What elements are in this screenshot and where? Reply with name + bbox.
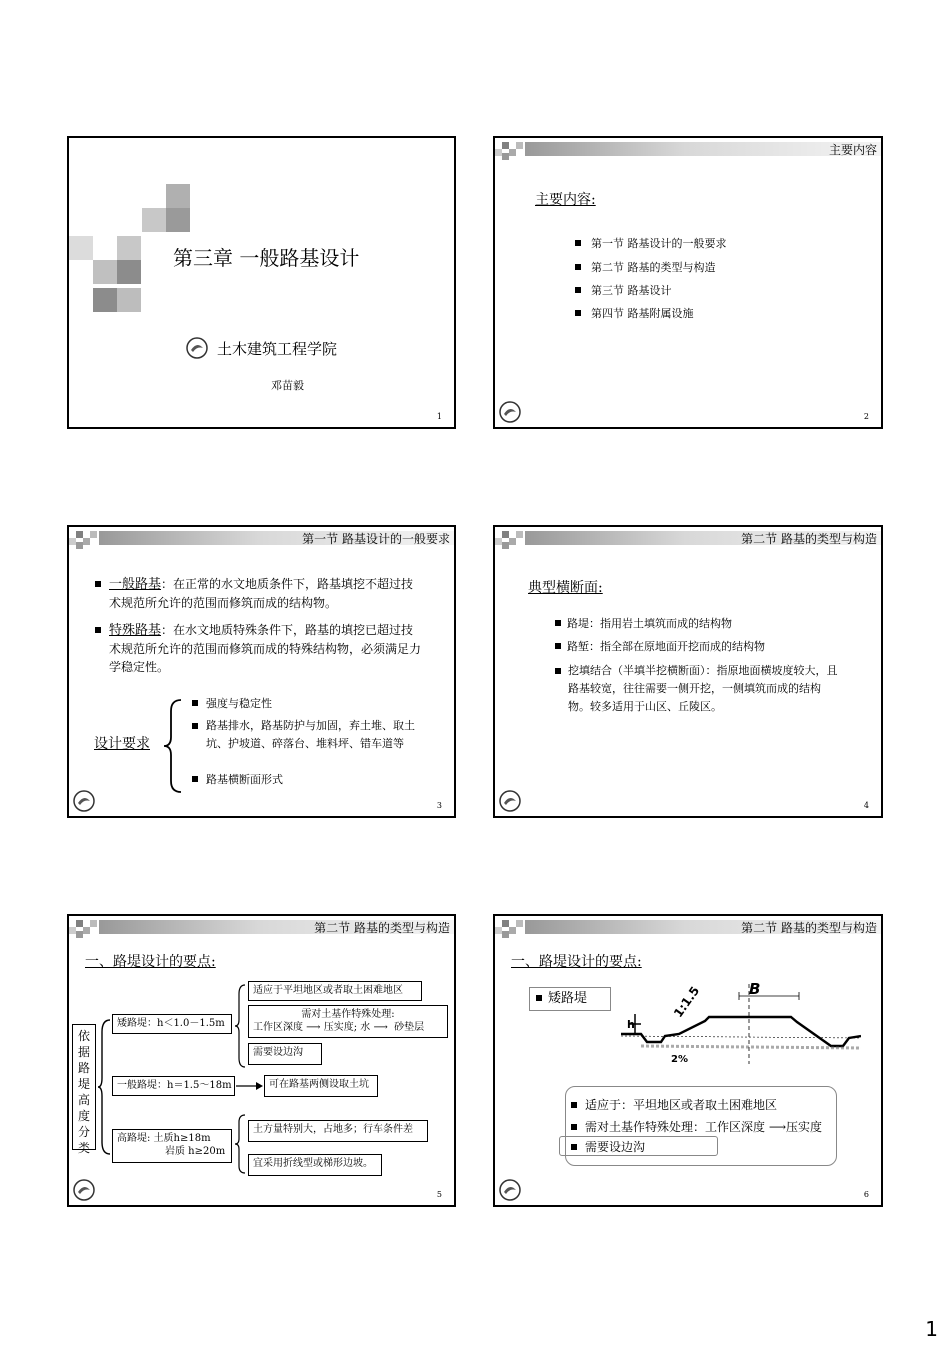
slide-header [69, 916, 454, 938]
slide-header [495, 527, 881, 549]
page-number: 1 [925, 1317, 938, 1341]
header-title: 第一节 路基设计的一般要求 [302, 532, 450, 546]
school-name: 土木建筑工程学院 [217, 340, 338, 358]
requirements-label: 设计要求 [94, 736, 150, 752]
note-item: 需要设边沟 [571, 1138, 645, 1156]
slide-number: 6 [863, 1190, 869, 1199]
school-logo-icon [186, 337, 208, 359]
header-title: 主要内容 [828, 143, 877, 157]
low-item-box: 适应于平坦地区或者取土困难地区 [248, 981, 422, 1001]
slide-number: 1 [436, 412, 442, 421]
list-item: 挖填结合（半填半挖横断面）：指原地面横坡度较大，且路基较宽，往往需要一侧开挖，一侧填筑而成的结构物。较多适用于山区、丘陵区。 [555, 662, 840, 716]
low-item-box: 需对土基作特殊处理: 工作区深度 ⟶ 压实度; 水 ⟶ 砂垫层 [248, 1005, 448, 1038]
slope-label: 1:1.5 [671, 983, 703, 1021]
school-logo-icon [499, 401, 521, 423]
brace [234, 984, 246, 1068]
slide-1 [67, 136, 456, 429]
brace [97, 1012, 111, 1162]
mid-embankment-box: 一般路堤：h＝1.5～18m [112, 1076, 235, 1096]
definition-special: 特殊路基：在水文地质特殊条件下，路基的填挖已超过技术规范所允许的范围而修筑而成的特殊结构物，必须满足力学稳定性。 [95, 621, 425, 676]
header-title: 第二节 路基的类型与构造 [741, 921, 877, 935]
school-logo-icon [499, 1179, 521, 1201]
dimension-B-label: B [749, 980, 761, 998]
slide-5 [67, 914, 456, 1207]
slide-heading: 主要内容: [535, 192, 596, 208]
requirement-item: 路基排水，路基防护与加固，弃土堆、取土坑、护坡道、碎落台、堆料坪、错车道等 [192, 717, 432, 753]
school-logo-icon [73, 790, 95, 812]
requirement-item: 路基横断面形式 [192, 771, 283, 789]
header-title: 第二节 路基的类型与构造 [314, 921, 450, 935]
slide-title: 第三章 一般路基设计 [173, 246, 360, 270]
requirement-item: 强度与稳定性 [192, 695, 272, 713]
slide-2 [493, 136, 883, 429]
slide-4 [493, 525, 883, 818]
school-logo-icon [499, 790, 521, 812]
header-title: 第二节 路基的类型与构造 [741, 532, 877, 546]
slide-number: 5 [436, 1190, 442, 1199]
slide-number: 3 [436, 801, 442, 810]
slide-header [69, 527, 454, 549]
arrow-icon [236, 1080, 264, 1092]
list-item: 第四节 路基附属设施 [575, 305, 694, 323]
high-item-box: 宜采用折线型或梯形边坡。 [248, 1154, 382, 1176]
list-item: 路堑：指全部在原地面开挖而成的结构物 [555, 638, 765, 656]
low-item-box: 需要设边沟 [248, 1043, 322, 1065]
slide-6 [493, 914, 883, 1207]
slide-header [495, 138, 881, 160]
high-embankment-box: 高路堤: 土质h≥18m 岩质 h≥20m [112, 1129, 232, 1163]
definition-general: 一般路基：在正常的水文地质条件下，路基填挖不超过技术规范所允许的范围而修筑而成的结构物。 [95, 575, 425, 612]
list-item: 第三节 路基设计 [575, 282, 672, 300]
slide-number: 4 [863, 801, 869, 810]
classification-label: 依据路堤高度分类 [72, 1024, 96, 1150]
embankment-cross-section-diagram [621, 976, 861, 1066]
mid-item-box: 可在路基两侧设取土坑 [264, 1075, 378, 1097]
slide-3 [67, 525, 456, 818]
note-item: 需对土基作特殊处理：工作区深度 ⟶压实度 [571, 1118, 822, 1136]
author: 邓苗毅 [271, 379, 304, 392]
brace [163, 699, 183, 793]
crossfall-label: 2% [671, 1054, 688, 1065]
slide-number: 2 [863, 412, 869, 421]
low-embankment-box: 矮路堤：h＜1.0－1.5m [112, 1014, 232, 1034]
height-h-label: h [627, 1018, 635, 1031]
list-item: 第二节 路基的类型与构造 [575, 259, 716, 277]
note-item: 适应于：平坦地区或者取土困难地区 [571, 1096, 777, 1114]
list-item: 路堤：指用岩土填筑而成的结构物 [555, 615, 732, 633]
slide-heading: 典型横断面: [528, 580, 603, 596]
list-item: 第一节 路基设计的一般要求 [575, 235, 727, 253]
low-embankment-tag: 矮路堤 [529, 987, 611, 1011]
brace [234, 1114, 246, 1174]
slide-heading: 一、路堤设计的要点: [511, 954, 642, 970]
slide-heading: 一、路堤设计的要点: [85, 954, 216, 970]
school-logo-icon [73, 1179, 95, 1201]
high-item-box: 土方量特别大，占地多；行车条件差 [248, 1120, 428, 1142]
slide-header [495, 916, 881, 938]
